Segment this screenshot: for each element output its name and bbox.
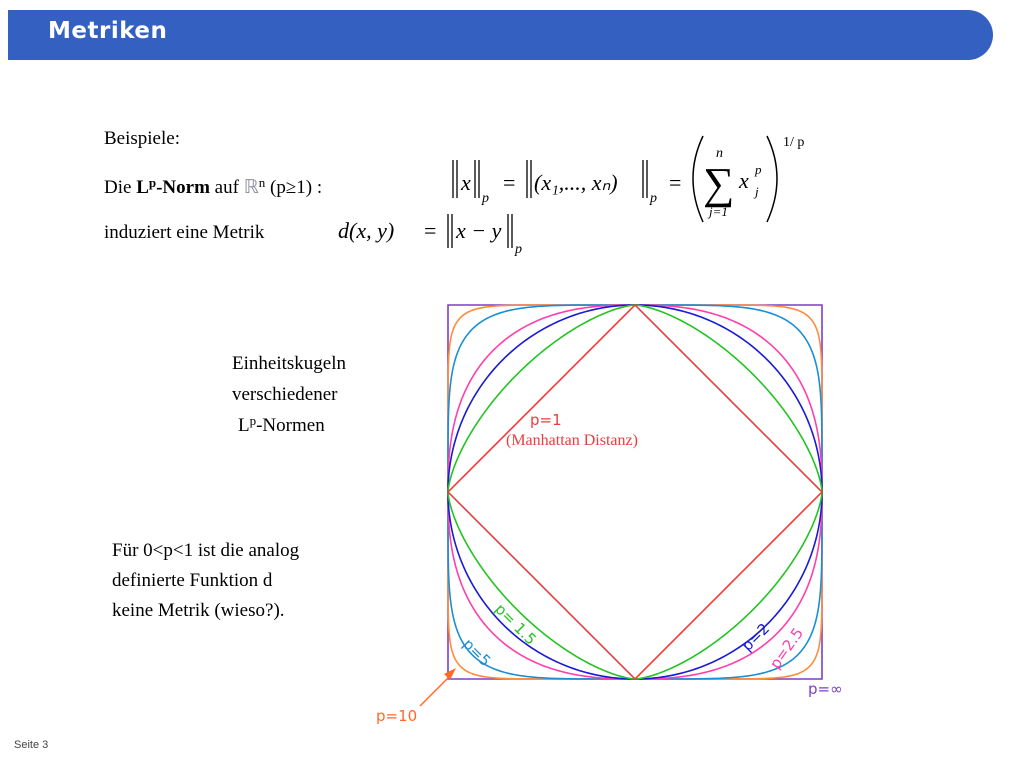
sum-lower: j=1 xyxy=(709,204,728,219)
caption-line-3-base: L xyxy=(238,415,250,436)
note-line-2: definierte Funktion d xyxy=(112,570,273,591)
norm-lhs-var: x xyxy=(461,170,471,195)
caption-line-2: verschiedener xyxy=(232,384,338,405)
metric-text: induziert eine Metrik xyxy=(104,222,265,243)
norm-tuple: (x₁,..., xₙ) xyxy=(534,170,618,195)
metric-rhs: x − y xyxy=(456,218,502,243)
norm-tuple-sub: p xyxy=(650,191,657,206)
note-line-3: keine Metrik (wieso?). xyxy=(112,600,285,621)
caption-line-3-sup: p xyxy=(249,413,257,428)
label-pinf: p=∞ xyxy=(808,680,843,698)
label-p10: p=10 xyxy=(376,707,418,725)
norm-space-sup: n xyxy=(258,175,266,190)
examples-label: Beispiele: xyxy=(104,128,180,149)
page-number: Seite 3 xyxy=(14,739,49,751)
sum-term-sub: j xyxy=(755,184,759,199)
p10-arrow xyxy=(420,676,450,706)
sum-term-sup: p xyxy=(755,162,762,177)
norm-suffix: -Norm xyxy=(156,177,210,198)
caption-line-3-rest: -Normen xyxy=(256,415,325,436)
norm-exponent: 1/ p xyxy=(783,135,805,150)
label-p5: p=5 xyxy=(459,635,495,671)
norm-eq-2: = xyxy=(669,170,682,195)
norm-eq-1: = xyxy=(503,170,516,195)
norm-sup: p xyxy=(148,175,157,190)
metric-sub: p xyxy=(515,242,522,257)
norm-lhs-sub: p xyxy=(482,191,489,206)
metric-lhs: d(x, y) xyxy=(338,218,395,243)
sum-term: x xyxy=(739,168,749,193)
label-p1: p=1 xyxy=(530,411,562,429)
norm-prefix: Die xyxy=(104,177,137,198)
label-p25: p=2.5 xyxy=(766,624,808,673)
sum-symbol: ∑ xyxy=(703,159,735,208)
note-line-1: Für 0<p<1 ist die analog xyxy=(112,540,300,561)
sum-upper: n xyxy=(716,146,723,161)
norm-name: L xyxy=(136,177,149,198)
caption-line-1: Einheitskugeln xyxy=(232,353,346,374)
norm-space: ℝ xyxy=(243,177,259,198)
slide-title: Metriken xyxy=(48,18,168,44)
label-p1-sub: (Manhattan Distanz) xyxy=(506,432,638,449)
norm-condition: (p≥1) : xyxy=(265,177,323,198)
label-p15: p= 1.5 xyxy=(491,600,540,649)
norm-auf: auf xyxy=(209,177,244,198)
label-p2: p=2 xyxy=(738,619,774,655)
metric-eq: = xyxy=(424,218,437,243)
